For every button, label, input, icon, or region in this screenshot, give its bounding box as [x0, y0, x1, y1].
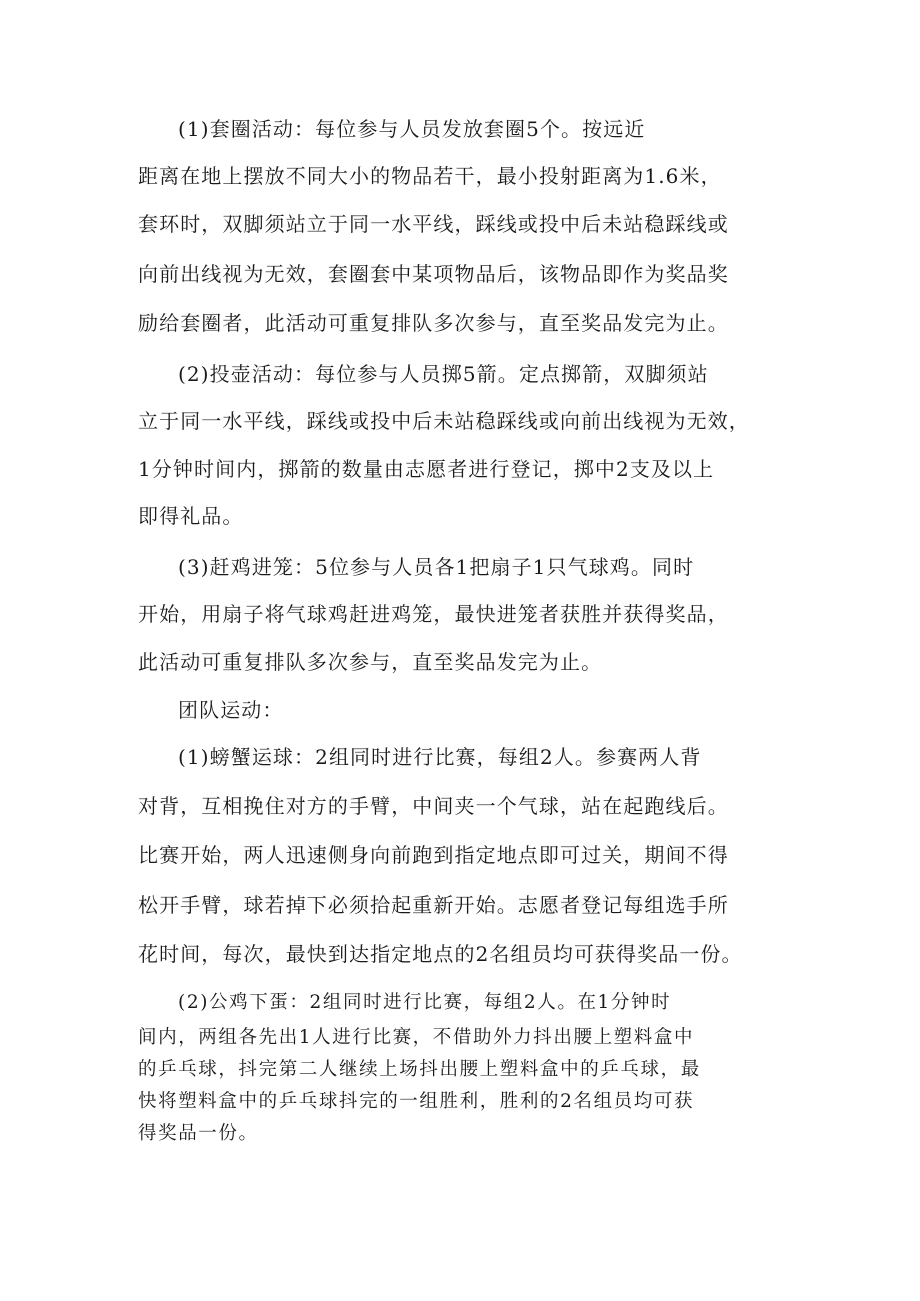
text-line: 1分钟时间内，掷箭的数量由志愿者进行登记，掷中2支及以上	[138, 457, 715, 481]
text-line: 比赛开始，两人迅速侧身向前跑到指定地点即可过关，期间不得	[138, 843, 729, 867]
text-line: 快将塑料盒中的乒乓球抖完的一组胜利，胜利的2名组员均可获	[138, 1091, 695, 1112]
text-line: (2)公鸡下蛋：2组同时进行比赛，每组2人。在1分钟时	[178, 992, 672, 1013]
text-line: 励给套圈者，此活动可重复排队多次参与，直至奖品发完为止。	[138, 311, 729, 335]
text-line: 距离在地上摆放不同大小的物品若干，最小投射距离为1.6米，	[138, 164, 722, 188]
text-line: (1)套圈活动：每位参与人员发放套圈5个。按远近	[178, 117, 646, 141]
text-line: 花时间，每次，最快到达指定地点的2名组员均可获得奖品一份。	[138, 942, 743, 966]
text-line: 开始，用扇子将气球鸡赶进鸡笼，最快进笼者获胜并获得奖品，	[138, 602, 729, 626]
section-heading: 团队运动：	[178, 698, 284, 722]
text-line: 套环时，双脚须站立于同一水平线，踩线或投中后未站稳踩线或	[138, 212, 729, 236]
text-line: 此活动可重复排队多次参与，直至奖品发完为止。	[138, 650, 603, 674]
text-line: 的乒乓球，抖完第二人继续上场抖出腰上塑料盒中的乒乓球，最	[138, 1059, 701, 1080]
text-line: (1)螃蟹运球：2组同时进行比赛，每组2人。参赛两人背	[178, 745, 702, 769]
text-line: 立于同一水平线，踩线或投中后未站稳踩线或向前出线视为无效，	[138, 409, 750, 433]
text-line: 即得礼品。	[138, 504, 244, 528]
text-line: 得奖品一份。	[138, 1123, 259, 1144]
text-line: (3)赶鸡进笼：5位参与人员各1把扇子1只气球鸡。同时	[178, 555, 695, 579]
text-line: 对背，互相挽住对方的手臂，中间夹一个气球，站在起跑线后。	[138, 794, 729, 818]
text-line: (2)投壶活动：每位参与人员掷5箭。定点掷箭，双脚须站	[178, 362, 709, 386]
text-line: 间内，两组各先出1人进行比赛，不借助外力抖出腰上塑料盒中	[138, 1027, 695, 1048]
text-line: 向前出线视为无效，套圈套中某项物品后，该物品即作为奖品奖	[138, 262, 729, 286]
text-line: 松开手臂，球若掉下必须拾起重新开始。志愿者登记每组选手所	[138, 893, 729, 917]
